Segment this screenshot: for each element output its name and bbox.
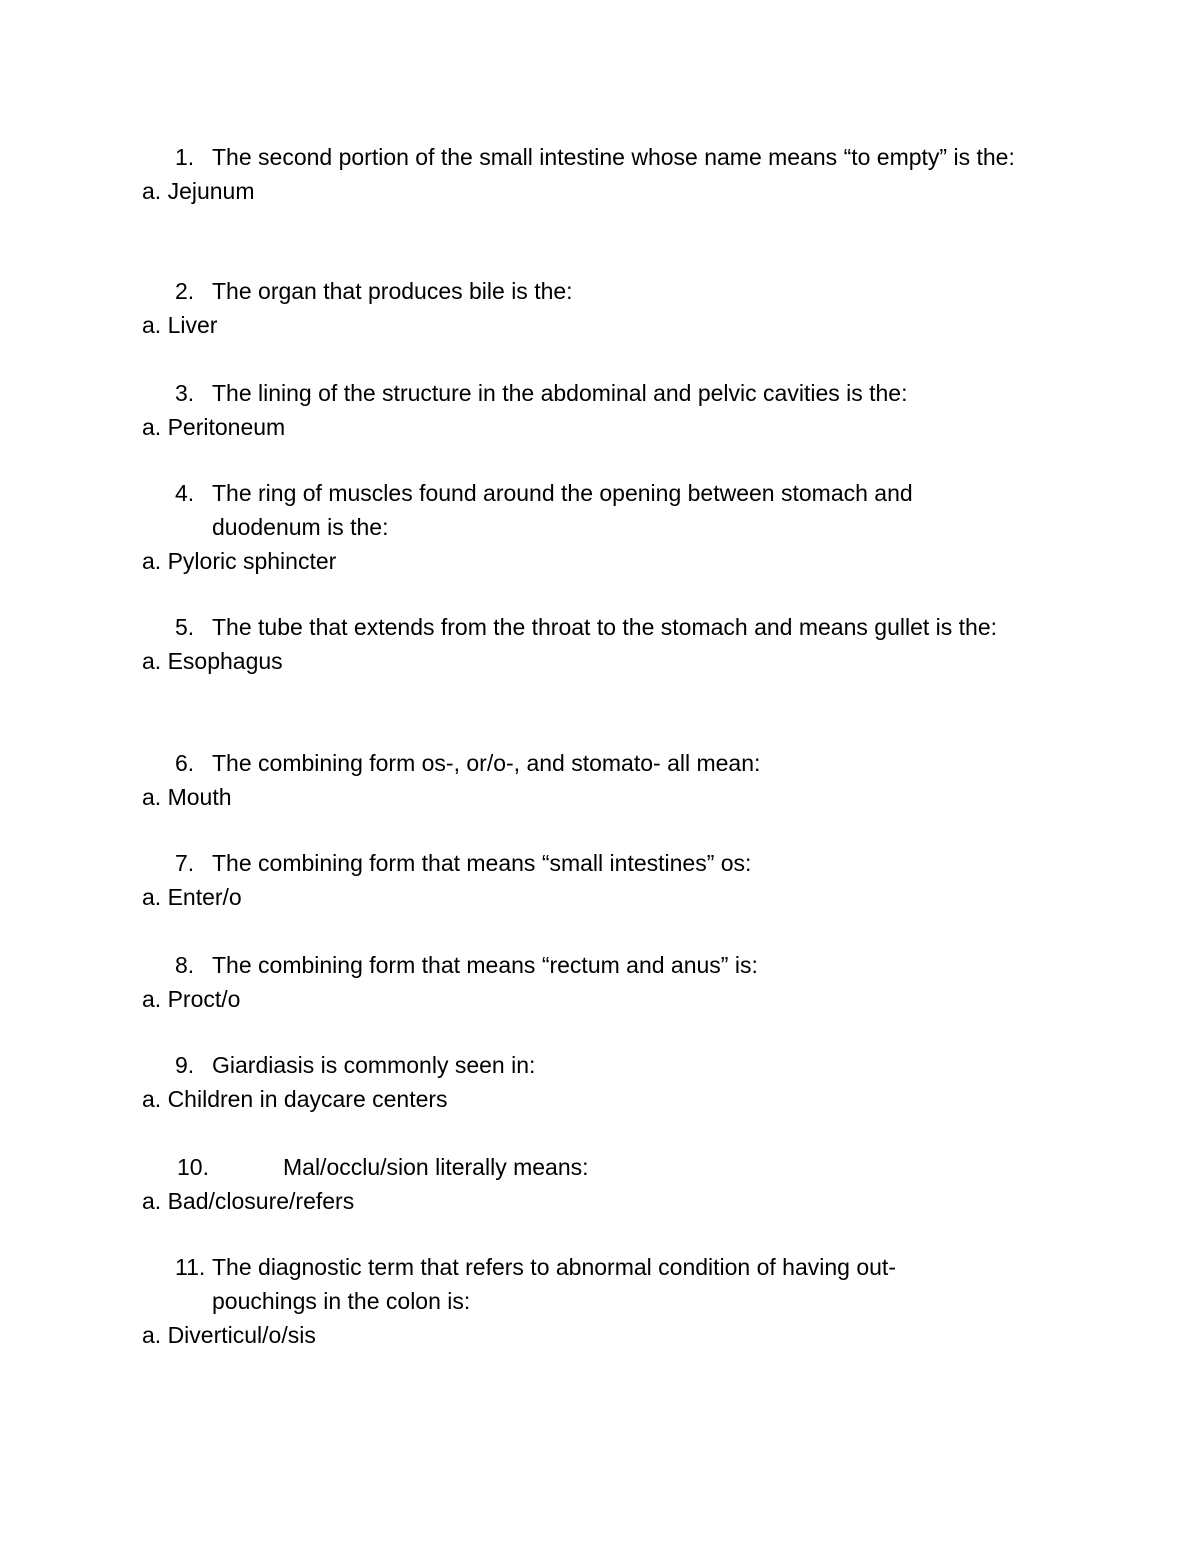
question-item-4 xyxy=(0,476,1200,578)
question-text-2 xyxy=(175,274,1062,308)
answer-2: a. Liver xyxy=(142,312,218,338)
question-prompt-8: The combining form that means “rectum and anus” is: xyxy=(212,952,758,978)
question-prompt-5: The tube that extends from the throat to the stomach and means gullet is the: xyxy=(212,614,998,640)
question-item-1 xyxy=(0,140,1200,208)
question-number-1: 1. xyxy=(175,144,195,170)
question-prompt-3: The lining of the structure in the abdominal and pelvic cavities is the: xyxy=(212,380,908,406)
question-prompt-2: The organ that produces bile is the: xyxy=(212,278,573,304)
answer-8: a. Proct/o xyxy=(142,986,241,1012)
question-item-9 xyxy=(0,1048,1200,1116)
question-number-2: 2. xyxy=(175,278,195,304)
question-item-7 xyxy=(0,846,1200,914)
answer-10: a. Bad/closure/refers xyxy=(142,1188,355,1214)
answer-1: a. Jejunum xyxy=(142,178,255,204)
question-prompt-6: The combining form os-, or/o-, and stomato- all mean: xyxy=(212,750,761,776)
question-item-5 xyxy=(0,610,1200,678)
question-item-10 xyxy=(0,1150,1200,1218)
question-item-3 xyxy=(0,376,1200,444)
answer-3: a. Peritoneum xyxy=(142,414,286,440)
question-text-1 xyxy=(175,140,1062,174)
question-item-6 xyxy=(0,746,1200,814)
question-text-4 xyxy=(175,476,1002,544)
question-item-2 xyxy=(0,274,1200,342)
question-number-6: 6. xyxy=(175,750,195,776)
question-text-6 xyxy=(175,746,1062,780)
question-number-9: 9. xyxy=(175,1052,195,1078)
question-prompt-1: The second portion of the small intestine whose name means “to empty” is the: xyxy=(212,144,1015,170)
question-prompt-7: The combining form that means “small intestines” os: xyxy=(212,850,752,876)
question-text-7 xyxy=(175,846,1062,880)
question-text-9 xyxy=(175,1048,1062,1082)
question-item-8 xyxy=(0,948,1200,1016)
answer-11: a. Diverticul/o/sis xyxy=(142,1322,316,1348)
answer-7: a. Enter/o xyxy=(142,884,242,910)
question-number-3: 3. xyxy=(175,380,195,406)
answer-9: a. Children in daycare centers xyxy=(142,1086,448,1112)
question-prompt-4: The ring of muscles found around the opening between stomach and duodenum is the: xyxy=(212,480,913,540)
question-text-3 xyxy=(175,376,1062,410)
question-number-7: 7. xyxy=(175,850,195,876)
question-prompt-10: Mal/occlu/sion literally means: xyxy=(283,1154,589,1180)
question-text-8 xyxy=(175,948,1062,982)
question-number-10: 10. xyxy=(177,1154,209,1180)
question-number-11: 11. xyxy=(175,1254,206,1280)
question-prompt-11: The diagnostic term that refers to abnormal condition of having out-pouchings in the colon is: xyxy=(212,1254,896,1314)
question-text-11 xyxy=(175,1250,982,1318)
answer-4: a. Pyloric sphincter xyxy=(142,548,337,574)
question-number-4: 4. xyxy=(175,480,195,506)
question-prompt-9: Giardiasis is commonly seen in: xyxy=(212,1052,536,1078)
question-text-10 xyxy=(177,1150,1133,1184)
question-number-5: 5. xyxy=(175,614,195,640)
question-number-8: 8. xyxy=(175,952,195,978)
question-item-11 xyxy=(0,1250,1200,1352)
answer-6: a. Mouth xyxy=(142,784,232,810)
question-text-5 xyxy=(175,610,1042,644)
answer-5: a. Esophagus xyxy=(142,648,283,674)
